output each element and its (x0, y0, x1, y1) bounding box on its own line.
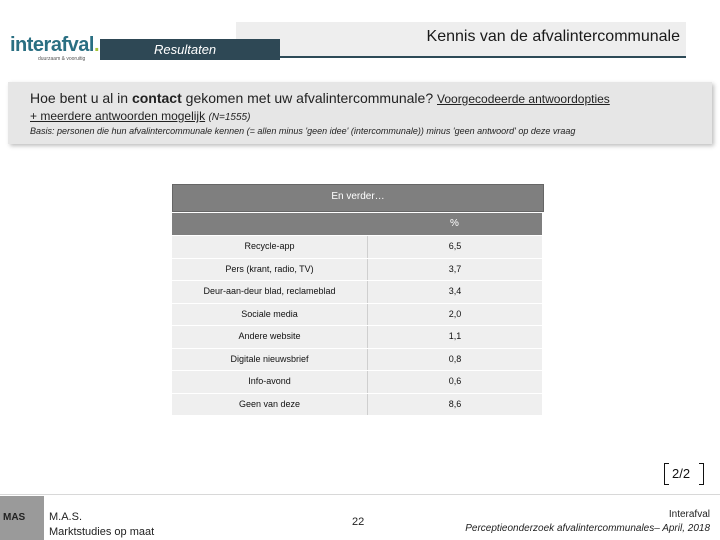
table-row (172, 394, 542, 416)
section-label (100, 39, 280, 60)
footer-divider (0, 494, 720, 495)
right-bracket (699, 463, 704, 485)
answer-type-note: Voorgecodeerde antwoordopties (437, 92, 610, 106)
row-value: 0,6 (448, 376, 462, 386)
percent-header-row (172, 213, 542, 235)
question-prefix: Hoe bent u al in (30, 90, 132, 106)
row-value: 2,0 (448, 308, 462, 319)
question-text (30, 90, 610, 106)
row-value: 3,4 (448, 286, 462, 296)
table-row (172, 371, 542, 393)
row-label: Deur-aan-deur blad, reclameblad (172, 281, 368, 303)
percent-column-label: % (450, 218, 459, 229)
table-header (172, 184, 544, 212)
table-row (172, 259, 542, 281)
table-row (172, 304, 542, 326)
row-label: Digitale nieuwsbrief (172, 349, 368, 371)
row-value: 1,1 (448, 331, 462, 341)
logo-tagline: duurzaam & vooruitig (38, 56, 86, 62)
org-line-1: M.A.S. (49, 511, 83, 523)
table-row (172, 236, 542, 258)
row-value: 3,7 (448, 263, 462, 274)
row-value: 8,6 (448, 398, 462, 409)
row-label: Andere website (172, 326, 368, 348)
mas-logo (0, 496, 44, 540)
question-suffix: gekomen met uw afvalintercommunale? (181, 90, 437, 106)
row-label: Recycle-app (172, 236, 368, 258)
row-label: Geen van deze (172, 394, 368, 416)
question-line-2 (30, 109, 250, 123)
footer-report-title: Perceptieonderzoek afvalintercommunales– April, 2018 (465, 523, 710, 534)
interafval-logo (8, 34, 100, 66)
footer-report-info (465, 508, 710, 536)
org-line-2: Marktstudies op maat (49, 526, 155, 538)
table-row (172, 326, 542, 348)
logo-wordmark: interafval. (10, 34, 99, 56)
row-value: 6,5 (448, 241, 462, 251)
footer-client: Interafval (668, 509, 710, 520)
title-band (236, 22, 686, 58)
table-row (172, 281, 542, 303)
table-row (172, 349, 542, 371)
row-label: Pers (krant, radio, TV) (172, 259, 368, 281)
page-number: 22 (352, 516, 365, 528)
sample-size: (N=1555) (208, 112, 251, 123)
slide-title: Kennis van de afvalintercommunale (426, 28, 680, 45)
table-header-text: En verder… (331, 191, 385, 202)
page-indicator (660, 463, 710, 485)
row-value: 0,8 (448, 353, 462, 364)
basis-note: Basis: personen die hun afvalintercommunale kennen (= allen minus 'geen idee' (intercommunale)) minus 'geen antwoord' op deze vraag (30, 126, 576, 136)
results-table (172, 236, 542, 416)
section-label-text: Resultaten (154, 42, 217, 57)
page-indicator-text: 2/2 (672, 466, 691, 481)
left-bracket (664, 463, 669, 485)
row-label: Info-avond (172, 371, 368, 393)
mas-logo-text: MAS (3, 512, 26, 523)
organization-name (49, 510, 154, 540)
question-block (8, 82, 712, 144)
row-label: Sociale media (172, 304, 368, 326)
question-keyword: contact (131, 90, 182, 106)
multiple-answers-note: + meerdere antwoorden mogelijk (30, 109, 206, 123)
